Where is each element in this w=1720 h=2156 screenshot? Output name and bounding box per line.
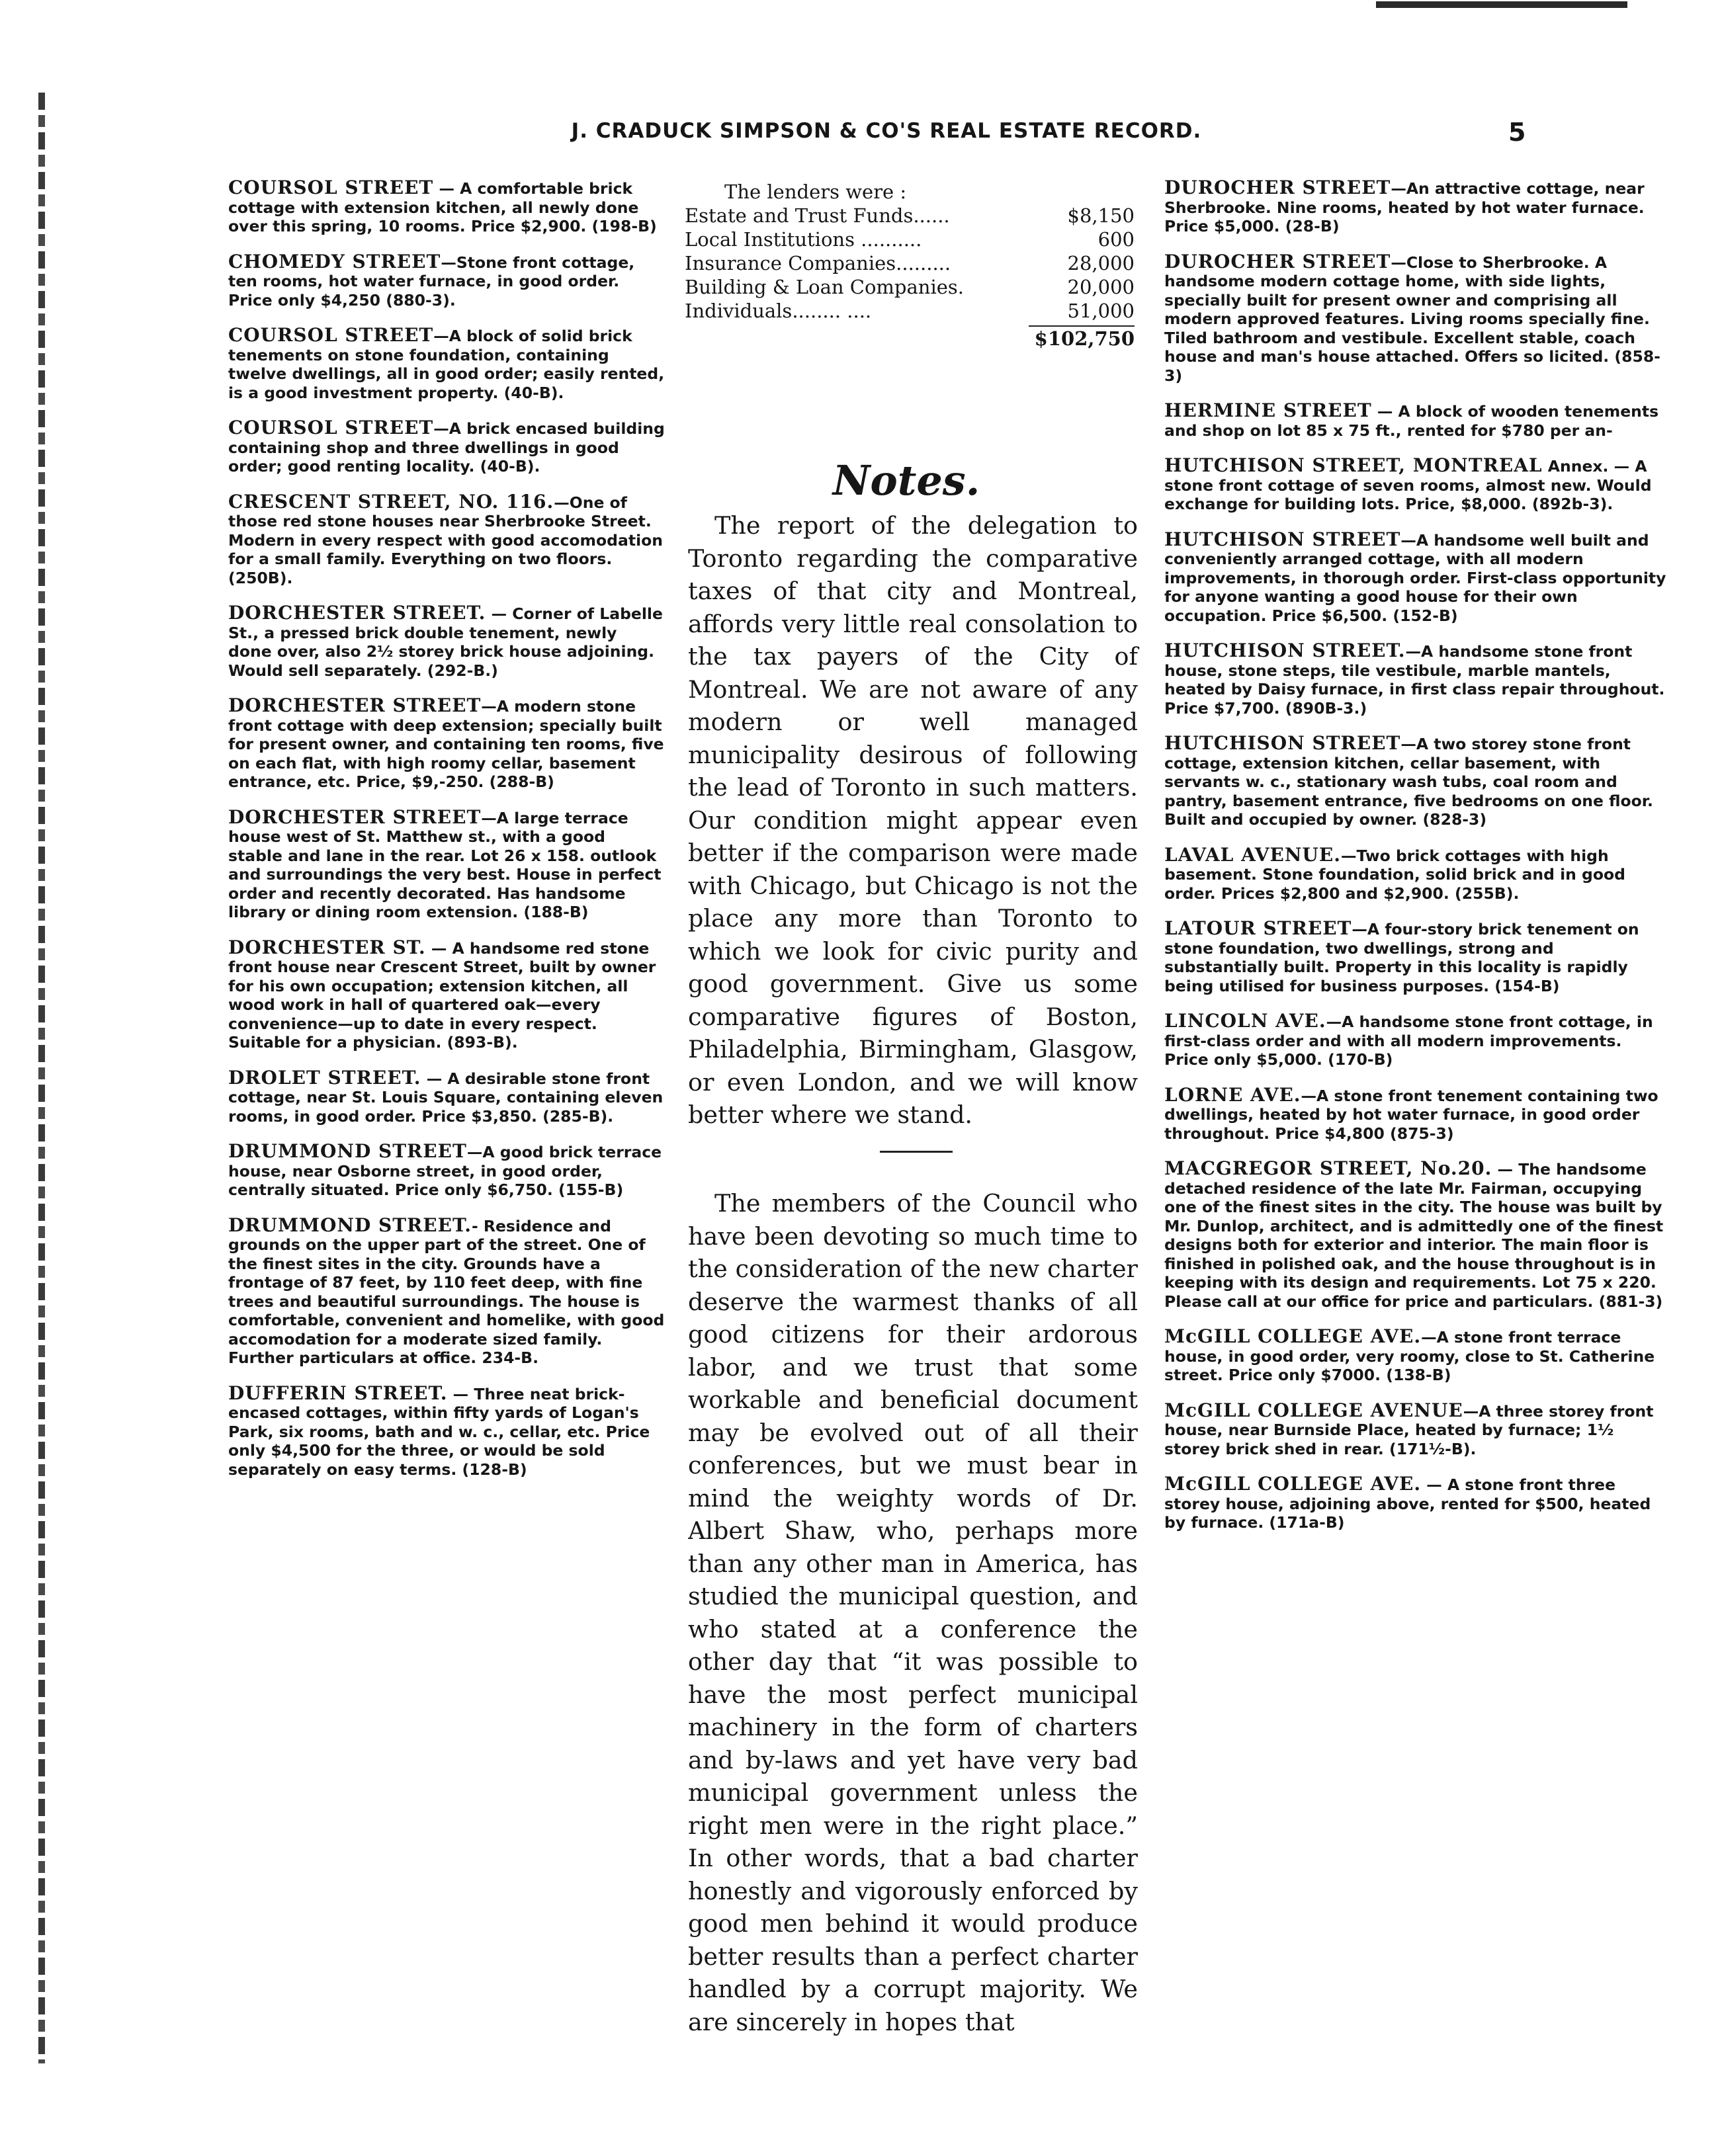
listing-entry	[228, 604, 665, 680]
listing-text: —A handsome stone front cottage, in first-class order and with all modern improvements. Price only $5,000. (170-B)	[1164, 1013, 1653, 1069]
listing-entry	[1164, 250, 1667, 386]
running-header: J. CRADUCK SIMPSON & CO'S REAL ESTATE RECORD.	[571, 119, 1202, 143]
listing-entry	[1164, 1401, 1667, 1459]
listing-street: LORNE AVE.	[1164, 1083, 1301, 1106]
listing-street: DUFFERIN STREET.	[228, 1382, 448, 1404]
lenders-row: Estate and Trust Funds...... $8,150	[685, 204, 1135, 227]
listing-text: — A handsome red stone front house near Crescent Street, built by owner for his own occupation; extension kitchen, all wood work in hall of quartered oak—every convenience—up to date in every respect. Suitable for a physician. (893-B).	[228, 938, 656, 1052]
listing-entry	[228, 808, 665, 922]
listing-street: McGILL COLLEGE AVENUE	[1164, 1399, 1463, 1421]
listing-street: COURSOL STREET	[228, 324, 434, 346]
listing-street: HUTCHISON STREET	[1164, 528, 1401, 550]
listing-entry	[1164, 401, 1667, 440]
listing-street: DUROCHER STREET	[1164, 177, 1391, 198]
listing-entry	[228, 179, 665, 236]
lenders-table	[685, 180, 1135, 351]
listing-street: CHOMEDY STREET	[228, 250, 441, 272]
listing-street: DORCHESTER STREET	[228, 806, 482, 828]
listing-text: — A desirable stone front cottage, near St. Louis Square, containing eleven rooms, in good order. Price $3,850. (285-B).	[228, 1069, 664, 1126]
listing-text: —A four-story brick tenement on stone foundation, two dwellings, strong and substantially built. Property in this locality is rapidly being utilised for business purposes. (154-B)	[1164, 920, 1639, 995]
listing-street: LAVAL AVENUE.	[1164, 843, 1341, 866]
listing-entry	[1164, 1083, 1667, 1143]
listing-entry	[228, 1384, 665, 1479]
listing-street: DROLET STREET.	[228, 1066, 421, 1089]
listing-entry	[1164, 843, 1667, 903]
listing-entry	[1164, 734, 1667, 829]
listing-street: HERMINE STREET	[1164, 399, 1372, 421]
lenders-row: Local Institutions .......... 600	[685, 228, 1135, 251]
lenders-caption: The lenders were :	[724, 181, 907, 203]
listing-street: McGILL COLLEGE AVE.	[1164, 1325, 1422, 1347]
listing-text: —Close to Sherbrooke. A handsome modern cottage home, with side lights, specially built for present owner and comprising all modern approved features. Living rooms specially fine. Tiled bathroom and vestibule. Excellent stable, coach house and man's house attached. Offers so licited. (858-3)	[1164, 253, 1660, 385]
listing-entry	[1164, 179, 1667, 236]
listing-text: —A two storey stone front cottage, extension kitchen, cellar basement, with servants w. c., stationary wash tubs, coal room and pantry, basement entrance, five bedrooms on one floor. Built and occupied by owner. (828-3)	[1164, 735, 1653, 829]
listing-entry	[1164, 1159, 1667, 1311]
listing-text: —A handsome well built and conveniently arranged cottage, with all modern improvements, in thorough order. First-class opportunity for anyone wanting a good house for their own occupation. Price $6,500. (152-B)	[1164, 530, 1666, 625]
listing-text: — Three neat brick-encased cottages, within fifty yards of Logan's Park, six rooms, bath and w. c., cellar, etc. Price only $4,500 for the three, or would be sold separately on easy terms. (128-B)	[228, 1384, 650, 1479]
notes-heading: Notes.	[832, 456, 980, 505]
listing-street: HUTCHISON STREET	[1164, 732, 1401, 754]
listing-text: —An attractive cottage, near Sherbrooke. Nine rooms, heated by hot water furnace. Price $5,000. (28-B)	[1164, 179, 1645, 235]
listing-text: —Stone front cottage, ten rooms, hot water furnace, in good order. Price only $4,250 (880-3).	[228, 253, 635, 310]
listing-street: MACGREGOR STREET, No.20.	[1164, 1157, 1492, 1179]
top-edge-mark	[1376, 1, 1627, 8]
listing-entry	[228, 419, 665, 476]
listing-street: CRESCENT STREET, NO. 116.	[228, 490, 554, 513]
notes-paragraph-2: The members of the Council who have been devoting so much time to the consideration of the new charter deserve the warmest thanks of all good citizens for their ardorous labor, and we trust that some workable and beneficial document may be evolved out of all their conferences, but we must bear in mind the weighty words of Dr. Albert Shaw, who, perhaps more than any other man in America, has studied the municipal question, and who stated at a conference the other day that “it was possible to have the most perfect municipal machinery in the form of charters and by-laws and yet have very bad municipal government unless the right men were in the right place.” In other words, that a bad charter honestly and vigorously enforced by good men behind it would produce better results than a perfect charter handled by a corrupt majority. We are sincerely in hopes that	[688, 1189, 1138, 2036]
listing-entry	[228, 1142, 665, 1200]
lenders-total: $102,750	[1034, 327, 1135, 350]
listing-text: —A stone front tenement containing two dwellings, heated by hot water furnace, in good order throughout. Price $4,800 (875-3)	[1164, 1086, 1658, 1143]
listing-street: DRUMMOND STREET.	[228, 1214, 472, 1236]
listing-street: LINCOLN AVE.	[1164, 1010, 1326, 1032]
listing-entry	[228, 250, 665, 310]
listing-street: DUROCHER STREET	[1164, 250, 1391, 272]
listing-text: — A comfortable brick cottage with extension kitchen, all newly done over this spring, 10 rooms. Price $2,900. (198-B)	[228, 179, 657, 235]
listing-street: McGILL COLLEGE AVE.	[1164, 1473, 1422, 1495]
listings-column-right	[1164, 179, 1667, 1549]
listing-entry	[228, 326, 665, 402]
lenders-rows	[685, 204, 1135, 323]
listing-text: —A three storey front house, near Burnside Place, heated by furnace; 1½ storey brick shed in rear. (171½-B).	[1164, 1401, 1654, 1458]
listing-text: Annex. — A stone front cottage of seven rooms, almost new. Would exchange for building lots. Price, $8,000. (892b-3).	[1164, 457, 1652, 513]
listing-street: DORCHESTER ST.	[228, 936, 426, 958]
listing-text: —A large terrace house west of St. Matthew st., with a good stable and lane in the rear. Lot 26 x 158. outlook and surroundings the very best. House in perfect order and recently decorated. Has handsome library or dining room extension. (188-B)	[228, 808, 662, 921]
listing-street: DRUMMOND STREET	[228, 1140, 467, 1162]
listing-street: LATOUR STREET	[1164, 917, 1352, 939]
listing-entry	[228, 938, 665, 1052]
listing-text: — A stone front three storey house, adjoining above, rented for $500, heated by furnace. (171a-B)	[1164, 1475, 1651, 1532]
lenders-row: Individuals........ .... 51,000	[685, 300, 1135, 322]
listing-text: —Two brick cottages with high basement. Stone foundation, solid brick and in good order. Prices $2,800 and $2,900. (255B).	[1164, 846, 1625, 903]
lenders-row: Building & Loan Companies. 20,000	[685, 276, 1135, 298]
listing-entry	[1164, 530, 1667, 626]
listing-text: —A stone front terrace house, in good order, very roomy, close to St. Catherine street. Price only $7000. (138-B)	[1164, 1328, 1655, 1384]
listing-entry	[1164, 1475, 1667, 1532]
page-binding-edge	[38, 93, 45, 2063]
listing-text: — Corner of Labelle St., a pressed brick double tenement, newly done over, also 2½ storey brick house adjoining. Would sell separately. (292-B.)	[228, 604, 663, 680]
listing-street: HUTCHISON STREET.	[1164, 640, 1406, 661]
listing-text: — The handsome detached residence of the late Mr. Fairman, occupying one of the finest sites in the city. The house was built by Mr. Dunlop, architect, and is admittedly one of the finest designs both for exterior and interior. The main floor is finished in polished oak, and the house throughout is in keeping with its design and requirements. Lot 75 x 220. Please call at our office for price and particulars. (881-3)	[1164, 1160, 1664, 1311]
notes-paragraph-1: The report of the delegation to Toronto regarding the comparative taxes of that city and Montreal, affords very little real consolation to the tax payers of the City of Montreal. We are not aware of any modern or well managed municipality desirous of following the lead of Toronto in such matters. Our condition might appear even better if the comparison were made with Chicago, but Chicago is not the place any more than Toronto to which we look for civic purity and good government. Give us some comparative figures of Boston, Philadelphia, Birmingham, Glasgow, or even London, and we will know better where we stand.	[688, 511, 1138, 1129]
listing-entry	[1164, 456, 1667, 514]
listing-text: —A modern stone front cottage with deep extension; specially built for present owner, and containing ten rooms, five on each flat, with high roomy cellar, basement entrance, etc. Price, $9,-250. (288-B)	[228, 697, 664, 791]
listing-street: COURSOL STREET	[228, 417, 434, 438]
listing-text: —A brick encased building containing shop and three dwellings in good order; good renting locality. (40-B).	[228, 419, 665, 476]
listings-column-left	[228, 179, 665, 1495]
listing-entry	[228, 1066, 665, 1126]
listing-entry	[1164, 642, 1667, 718]
listing-text: —A block of solid brick tenements on stone foundation, containing twelve dwellings, all in good order; easily rented, is a good investment property. (40-B).	[228, 327, 665, 402]
listing-text: —One of those red stone houses near Sherbrooke Street. Modern in every respect with good accomodation for a small family. Everything on two floors. (250B).	[228, 493, 664, 587]
listing-street: HUTCHISON STREET, MONTREAL	[1164, 454, 1543, 476]
listing-entry	[228, 1216, 665, 1368]
section-divider	[880, 1151, 953, 1153]
listing-entry	[1164, 919, 1667, 995]
listing-street: DORCHESTER STREET.	[228, 602, 486, 624]
lenders-row: Insurance Companies......... 28,000	[685, 252, 1135, 274]
listing-text: —A handsome stone front house, stone steps, tile vestibule, marble mantels, heated by Daisy furnace, in first class repair throughout. Price $7,700. (890B-3.)	[1164, 642, 1665, 718]
listing-street: DORCHESTER STREET	[228, 694, 482, 716]
listing-entry	[228, 696, 665, 792]
listing-entry	[1164, 1012, 1667, 1069]
listing-street: COURSOL STREET	[228, 177, 434, 198]
listing-text: - Residence and grounds on the upper part of the street. One of the finest sites in the city. Grounds have a frontage of 87 feet, by 110 feet deep, with fine trees and beautiful surroundings. The house is comfortable, convenient and homelike, with good accomodation for a moderate sized family. Further particulars at office. 234-B.	[228, 1216, 665, 1367]
listing-text: —A good brick terrace house, near Osborne street, in good order, centrally situated. Price only $6,750. (155-B)	[228, 1143, 662, 1199]
page-number: 5	[1508, 118, 1526, 147]
listing-entry	[228, 490, 665, 588]
listing-entry	[1164, 1327, 1667, 1385]
listing-text: — A block of wooden tenements and shop on lot 85 x 75 ft., rented for $780 per an-	[1164, 402, 1659, 440]
